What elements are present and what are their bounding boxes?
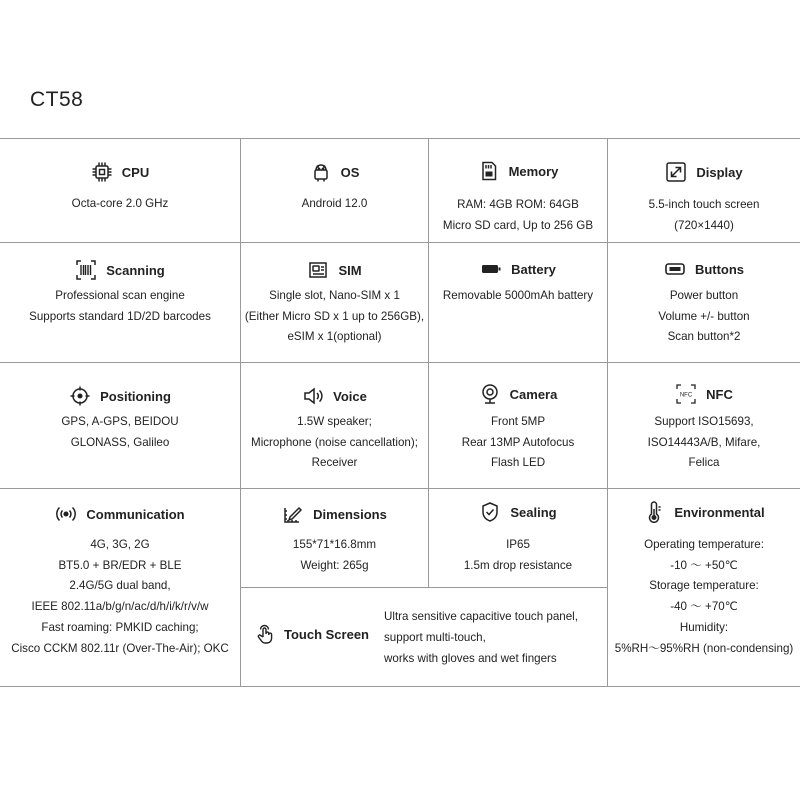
spec-line: Android 12.0: [301, 197, 368, 210]
spec-line: Professional scan engine: [55, 289, 185, 302]
spec-line: 5.5-inch touch screen: [648, 198, 760, 211]
spec-heading: [429, 258, 607, 280]
spec-battery: [429, 258, 607, 307]
spec-line: Ultra sensitive capacitive touch panel,: [384, 610, 578, 623]
spec-line: Fast roaming: PMKID caching;: [41, 620, 199, 634]
spec-line: -10 ～ +50℃: [670, 558, 738, 572]
spec-values: [608, 286, 800, 348]
spec-label: OS: [340, 164, 360, 180]
spec-heading: [241, 503, 428, 525]
spec-line: Receiver: [311, 456, 358, 470]
grid-line-row1: [0, 242, 800, 243]
button-icon: [664, 258, 686, 280]
crosshair-icon: [69, 385, 91, 407]
spec-values: [608, 412, 800, 474]
webcam-icon: [479, 383, 501, 405]
spec-line: 4G, 3G, 2G: [90, 538, 150, 551]
spec-line: Cisco CCKM 802.11r (Over-The-Air); OKC: [11, 641, 229, 655]
spec-display: [608, 161, 800, 236]
spec-line: (720×1440): [674, 218, 734, 232]
spec-label: NFC: [706, 386, 733, 402]
spec-communication: [0, 503, 240, 659]
spec-line: -40 ～ +70℃: [670, 600, 738, 614]
spec-label: CPU: [121, 164, 150, 180]
grid-line-row3: [0, 488, 800, 489]
spec-values: [608, 535, 800, 659]
svg-text:NFC: NFC: [679, 392, 693, 399]
spec-line: Volume +/- button: [658, 309, 750, 323]
spec-heading: [608, 258, 800, 280]
spec-line: Humidity:: [679, 620, 729, 634]
grid-line-bottom: [0, 686, 800, 687]
spec-label: Dimensions: [313, 506, 387, 522]
spec-heading: [0, 385, 240, 407]
spec-label: Battery: [511, 261, 556, 277]
spec-line: 1.5m drop resistance: [463, 558, 573, 572]
nfc-icon: [675, 383, 697, 405]
spec-voice: [241, 385, 428, 474]
spec-line: Front 5MP: [490, 415, 546, 428]
spec-label: Communication: [86, 506, 185, 522]
spec-line: works with gloves and wet fingers: [384, 652, 557, 665]
spec-heading: [429, 501, 607, 523]
wireless-signal-icon: [55, 503, 77, 525]
spec-positioning: [0, 385, 240, 453]
page-title: CT58: [30, 88, 84, 111]
spec-line: Microphone (noise cancellation);: [251, 435, 418, 449]
spec-label: SIM: [338, 262, 362, 278]
spec-dimensions: [241, 503, 428, 576]
spec-values: [241, 412, 428, 474]
spec-line: (Either Micro SD x 1 up to 256GB),: [244, 309, 425, 323]
spec-label: Positioning: [100, 388, 171, 404]
spec-line: Power button: [669, 289, 739, 302]
spec-values: [241, 535, 428, 576]
spec-line: IEEE 802.11a/b/g/n/ac/d/h/i/k/r/v/w: [31, 600, 209, 614]
ruler-pencil-icon: [282, 503, 304, 525]
spec-line: support multi-touch,: [384, 631, 486, 644]
spec-sim: [241, 259, 428, 348]
spec-values: [384, 606, 578, 669]
spec-line: Storage temperature:: [649, 579, 759, 593]
spec-line: 2.4G/5G dual band,: [69, 579, 171, 593]
spec-line: GLONASS, Galileo: [70, 435, 170, 449]
shield-check-icon: [479, 501, 501, 523]
spec-line: RAM: 4GB ROM: 64GB: [457, 198, 579, 211]
spec-line: Supports standard 1D/2D barcodes: [29, 309, 211, 323]
spec-line: Octa-core 2.0 GHz: [71, 197, 169, 210]
spec-buttons: [608, 258, 800, 348]
spec-line: 1.5W speaker;: [297, 415, 372, 428]
spec-line: Weight: 265g: [300, 558, 369, 572]
spec-line: Removable 5000mAh battery: [442, 289, 594, 302]
spec-line: ISO14443A/B, Mifare,: [647, 435, 761, 449]
touch-hand-icon: [254, 623, 276, 645]
spec-memory: [429, 160, 607, 236]
spec-environmental: [608, 501, 800, 659]
spec-line: Single slot, Nano-SIM x 1: [269, 289, 400, 302]
spec-line: Operating temperature:: [644, 538, 764, 551]
barcode-scan-icon: [75, 259, 97, 281]
spec-line: 5%RH～95%RH (non-condensing): [614, 641, 794, 655]
spec-camera: [429, 383, 607, 474]
spec-line: Micro SD card, Up to 256 GB: [442, 218, 594, 232]
spec-scanning: [0, 259, 240, 327]
android-robot-icon: [310, 161, 332, 183]
spec-heading: [608, 383, 800, 405]
spec-values: [429, 535, 607, 576]
spec-line: 155*71*16.8mm: [292, 538, 377, 551]
sd-card-icon: [478, 160, 500, 182]
spec-heading: [429, 383, 607, 405]
spec-nfc: [608, 383, 800, 474]
spec-heading: [608, 161, 800, 183]
spec-line: Felica: [688, 456, 720, 470]
spec-line: IP65: [506, 538, 530, 551]
spec-line: Support ISO15693,: [654, 415, 754, 428]
spec-heading: [0, 259, 240, 281]
spec-sealing: [429, 501, 607, 576]
spec-label: Camera: [509, 386, 558, 402]
spec-heading: [241, 161, 428, 183]
spec-heading: [0, 503, 240, 525]
spec-values: [0, 194, 240, 215]
spec-line: BT5.0 + BR/EDR + BLE: [58, 558, 182, 572]
spec-line: eSIM x 1(optional): [287, 330, 382, 344]
spec-heading: [241, 385, 428, 407]
spec-cpu: [0, 161, 240, 215]
spec-line: Rear 13MP Autofocus: [461, 435, 575, 449]
spec-heading: [254, 623, 369, 645]
expand-arrows-icon: [665, 161, 687, 183]
spec-values: [0, 412, 240, 453]
spec-label: Touch Screen: [284, 626, 370, 642]
battery-icon: [480, 258, 502, 280]
cpu-chip-icon: [91, 161, 113, 183]
spec-heading: [0, 161, 240, 183]
spec-label: Sealing: [510, 504, 557, 520]
spec-values: [429, 412, 607, 474]
speaker-icon: [302, 385, 324, 407]
spec-label: Voice: [333, 388, 367, 404]
spec-values: [429, 195, 607, 236]
spec-label: Memory: [508, 163, 559, 179]
spec-label: Display: [696, 164, 743, 180]
grid-line-row4-inner: [241, 587, 607, 588]
spec-values: [0, 286, 240, 327]
spec-label: Environmental: [674, 504, 765, 520]
spec-values: [608, 195, 800, 236]
spec-line: Scan button*2: [667, 330, 741, 344]
spec-heading: [608, 501, 800, 523]
spec-line: Flash LED: [490, 456, 546, 470]
spec-heading: [241, 259, 428, 281]
spec-label: Scanning: [106, 262, 165, 278]
grid-line-top: [0, 138, 800, 139]
spec-values: [0, 535, 240, 659]
sim-card-icon: [307, 259, 329, 281]
spec-values: [241, 194, 428, 215]
spec-heading: [429, 160, 607, 182]
grid-line-row2: [0, 362, 800, 363]
spec-values: [429, 286, 607, 307]
spec-os: [241, 161, 428, 215]
spec-values: [241, 286, 428, 348]
spec-label: Buttons: [694, 261, 745, 277]
spec-line: GPS, A-GPS, BEIDOU: [61, 415, 179, 428]
thermometer-icon: [643, 501, 665, 523]
